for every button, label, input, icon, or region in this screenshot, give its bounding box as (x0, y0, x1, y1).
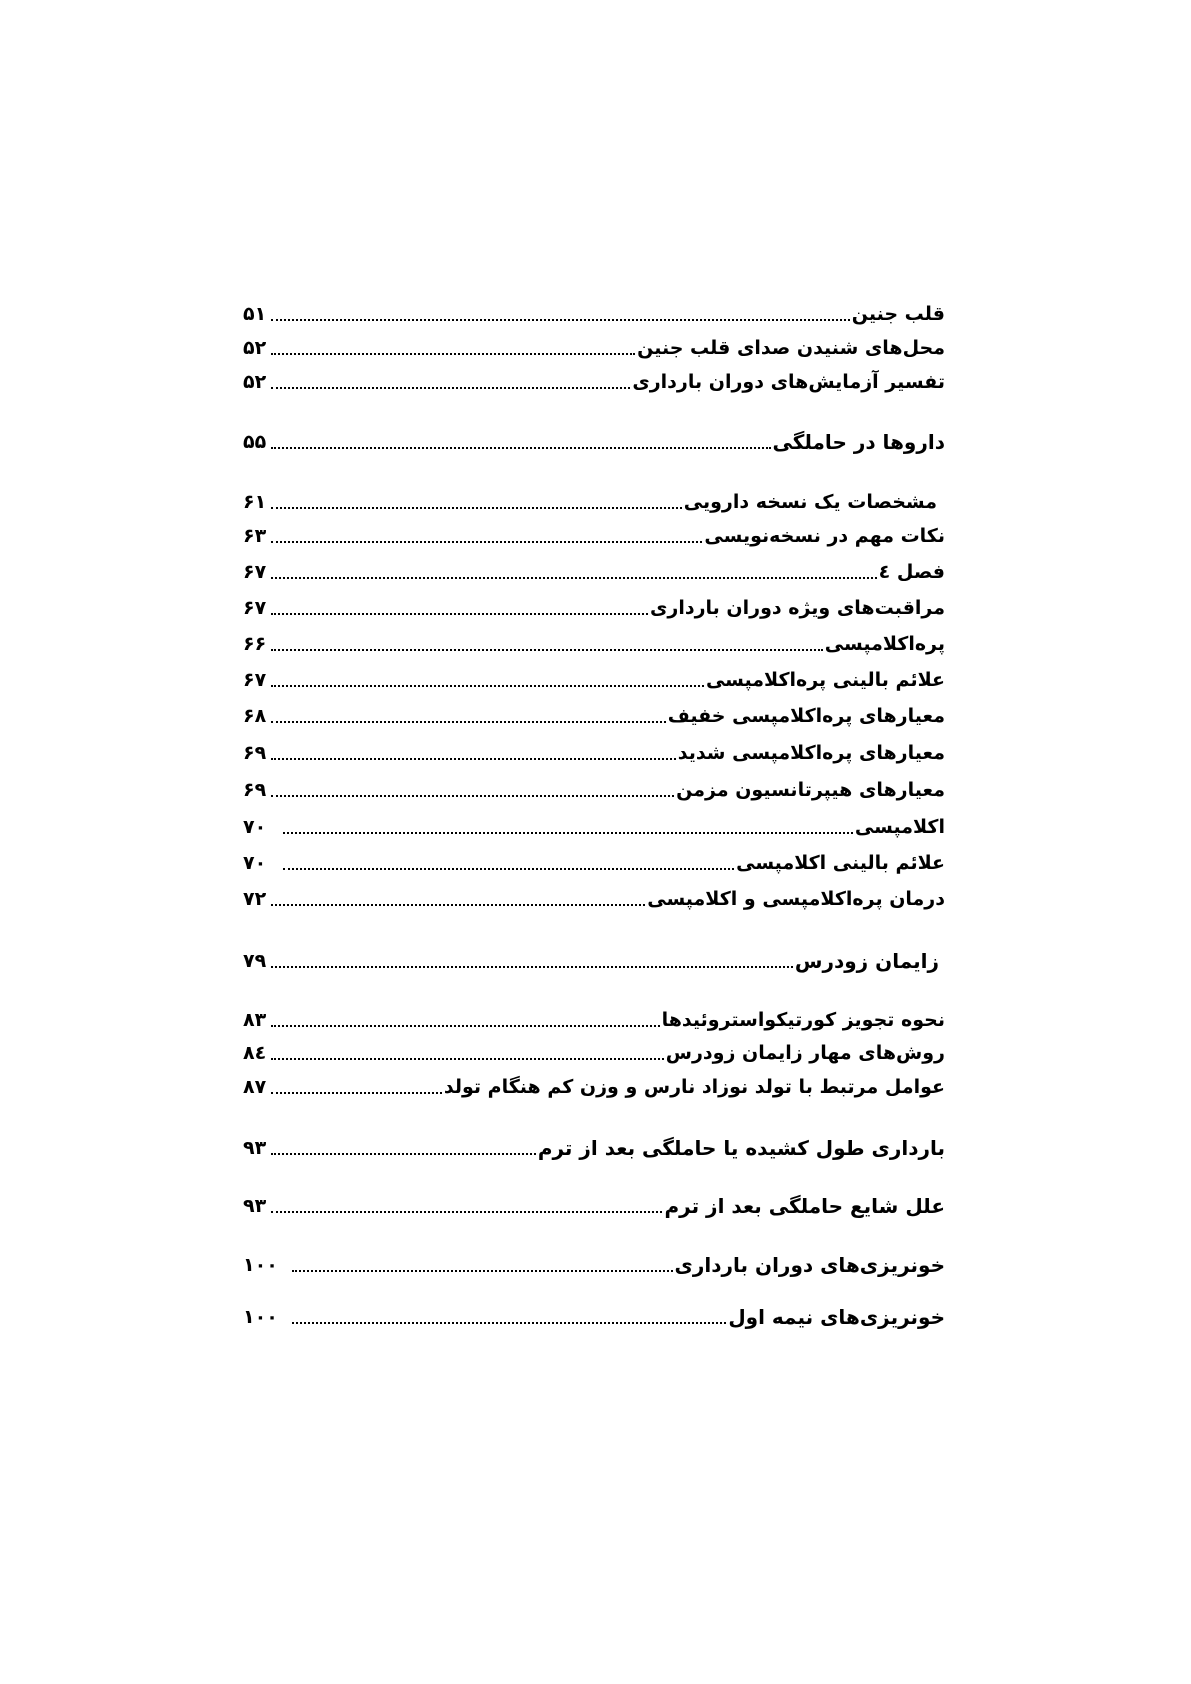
toc-entry-page: ۶۷ (243, 561, 267, 583)
toc-chapter-entry[interactable] (243, 425, 945, 459)
dot-leader (271, 1070, 442, 1104)
toc-entry-page: ۵۲ (243, 371, 267, 393)
toc-entry-title: خونریزی‌های نیمه اول (728, 1305, 945, 1329)
dot-leader (283, 846, 734, 880)
toc-entry[interactable] (243, 1003, 945, 1037)
toc-entry-page: ۶۳ (243, 525, 267, 547)
toc-entry[interactable] (243, 485, 945, 519)
toc-entry[interactable] (243, 773, 945, 807)
dot-leader (271, 331, 635, 365)
toc-entry-page: ۶۱ (243, 491, 267, 513)
toc-entry[interactable] (243, 1036, 945, 1070)
dot-leader (271, 1036, 664, 1070)
dot-leader (271, 519, 702, 553)
toc-entry[interactable] (243, 810, 945, 844)
toc-entry[interactable] (243, 1189, 945, 1223)
toc-entry-page: ۶۹ (243, 742, 267, 764)
toc-entry[interactable] (243, 365, 945, 399)
toc-entry[interactable] (243, 331, 945, 365)
dot-leader (271, 555, 877, 589)
toc-entry-title: مشخصات یک نسخه دارویی (683, 491, 937, 513)
toc-entry-title: بارداری طول کشیده یا حاملگی بعد از ترم (537, 1136, 945, 1160)
dot-leader (271, 1189, 662, 1223)
dot-leader (271, 485, 682, 519)
toc-chapter-entry[interactable] (243, 1248, 945, 1282)
toc-entry-page: ۶۶ (243, 633, 267, 655)
dot-leader (271, 1131, 536, 1165)
toc-entry-title: قلب جنین (851, 303, 945, 325)
toc-entry-page: ۸۷ (243, 1076, 267, 1098)
toc-entry-title: روش‌های مهار زایمان زودرس (665, 1042, 945, 1064)
dot-leader (271, 882, 645, 916)
toc-entry-page: ۱۰۰ (243, 1254, 278, 1276)
toc-entry-page: ۷۹ (243, 950, 267, 972)
toc-entry-page: ۵۱ (243, 303, 267, 325)
toc-chapter-entry[interactable] (243, 944, 945, 978)
toc-entry[interactable] (243, 591, 945, 625)
dot-leader (271, 699, 666, 733)
dot-leader (271, 736, 676, 770)
toc-entry[interactable] (243, 627, 945, 661)
toc-entry-title: نحوه تجویز کورتیکواستروئیدها (661, 1009, 945, 1031)
toc-entry-title: داروها در حاملگی (772, 430, 945, 454)
dot-leader (271, 627, 823, 661)
dot-leader (292, 1300, 727, 1334)
dot-leader (271, 365, 630, 399)
toc-entry[interactable] (243, 663, 945, 697)
toc-entry-page: ۸٤ (243, 1042, 267, 1064)
toc-entry-page: ۹۳ (243, 1137, 267, 1159)
toc-entry-page: ۷۰ (243, 816, 267, 838)
toc-entry-page: ۶۹ (243, 779, 267, 801)
toc-entry-title: تفسیر آزمایش‌های دوران بارداری (632, 371, 945, 393)
toc-entry-page: ۷۰ (243, 852, 267, 874)
toc-entry-title: علل شایع حاملگی بعد از ترم (664, 1194, 945, 1218)
toc-entry-title: زایمان زودرس (794, 949, 939, 973)
toc-entry[interactable] (243, 297, 945, 331)
dot-leader (271, 773, 674, 807)
toc-entry-title: پره‌اکلامپسی (824, 633, 945, 655)
toc-entry-page: ۶۷ (243, 669, 267, 691)
dot-leader (271, 1003, 660, 1037)
toc-entry[interactable] (243, 736, 945, 770)
toc-entry-page: ۷۲ (243, 888, 267, 910)
toc-entry-title: نکات مهم در نسخه‌نویسی (704, 525, 945, 547)
toc-entry-title: مراقبت‌های ویژه دوران بارداری (649, 597, 945, 619)
toc-entry-title: درمان پره‌اکلامپسی و اکلامپسی (647, 888, 945, 910)
toc-entry[interactable] (243, 846, 945, 880)
toc-entry-title: محل‌های شنیدن صدای قلب جنین (637, 337, 945, 359)
toc-entry-title: معیارهای پره‌اکلامپسی خفیف (667, 705, 945, 727)
toc-entry-title: خونریزی‌های دوران بارداری (674, 1253, 945, 1277)
dot-leader (271, 663, 704, 697)
toc-entry-title: اکلامپسی (854, 816, 945, 838)
toc-entry-title: عوامل مرتبط با تولد نوزاد نارس و وزن کم هنگام تولد (443, 1076, 945, 1098)
toc-entry[interactable] (243, 1300, 945, 1334)
dot-leader (271, 591, 648, 625)
toc-entry-page: ۶۷ (243, 597, 267, 619)
toc-entry-title: علائم بالینی پره‌اکلامپسی (705, 669, 945, 691)
toc-chapter-label[interactable] (243, 555, 945, 589)
dot-leader (271, 425, 771, 459)
toc-entry-page: ۱۰۰ (243, 1306, 278, 1328)
toc-entry[interactable] (243, 519, 945, 553)
toc-entry-page: ۹۳ (243, 1195, 267, 1217)
toc-entry[interactable] (243, 882, 945, 916)
toc-entry-page: ۵۵ (243, 431, 267, 453)
dot-leader (292, 1248, 673, 1282)
toc-entry-title: فصل ٤ (878, 561, 945, 583)
toc-entry-page: ۶۸ (243, 705, 267, 727)
toc-entry-page: ۸۳ (243, 1009, 267, 1031)
toc-entry-page: ۵۲ (243, 337, 267, 359)
toc-entry[interactable] (243, 699, 945, 733)
dot-leader (271, 297, 850, 331)
toc-entry[interactable] (243, 1070, 945, 1104)
dot-leader (271, 944, 793, 978)
toc-entry-title: معیارهای هیپرتانسیون مزمن (676, 779, 945, 801)
toc-entry-title: معیارهای پره‌اکلامپسی شدید (677, 742, 945, 764)
toc-entry-title: علائم بالینی اکلامپسی (736, 852, 945, 874)
toc-chapter-entry[interactable] (243, 1131, 945, 1165)
dot-leader (283, 810, 853, 844)
